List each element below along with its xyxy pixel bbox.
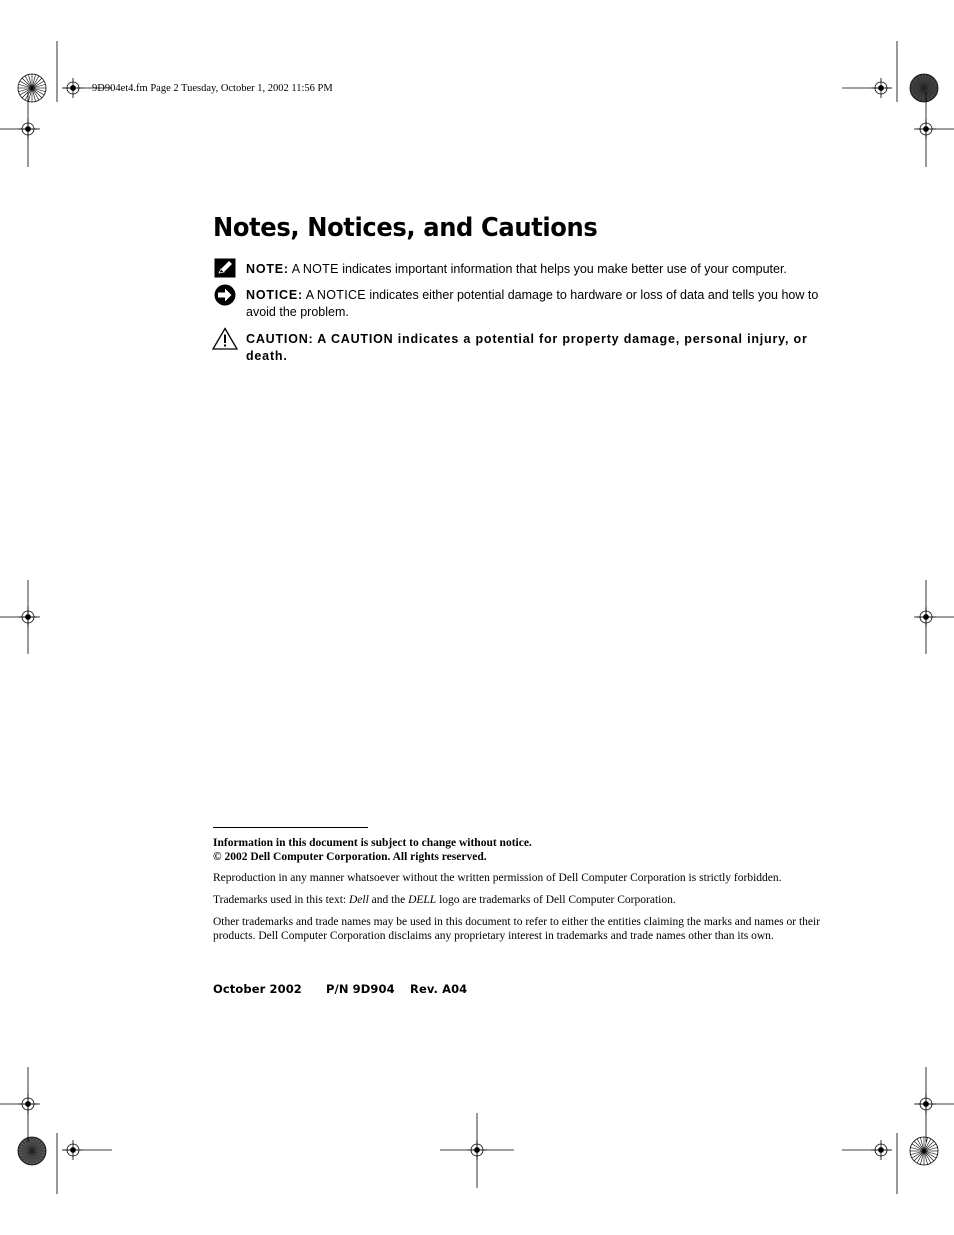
caution-message: CAUTION: A CAUTION indicates a potential for property damage, personal injury, or death.: [246, 332, 808, 363]
file-slug: 9D904et4.fm Page 2 Tuesday, October 1, 2002 11:56 PM: [92, 83, 333, 94]
reproduction-notice: Reproduction in any manner whatsoever without the written permission of Dell Computer Corporation is strictly forbidden.: [213, 872, 782, 884]
warning-triangle-icon: [212, 327, 238, 350]
other-trademarks-notice: Other trademarks and trade names may be used in this document to refer to either the entities claiming the marks and names or their products. Dell Computer Corporation disclaims any proprietary interest in trademarks and trade names other than its own.: [213, 916, 821, 942]
notice-label: NOTICE:: [246, 288, 303, 302]
change-notice: Information in this document is subject to change without notice. © 2002 Dell Computer Corporation. All rights reserved.: [213, 837, 532, 863]
pencil-note-icon: [214, 258, 236, 278]
footer-revision: Rev. A04: [410, 982, 468, 996]
note-message: NOTE: A NOTE indicates important information that helps you make better use of your computer.: [246, 262, 787, 276]
page-title: Notes, Notices, and Cautions: [213, 213, 598, 243]
trademarks-notice: Trademarks used in this text: Dell and the DELL logo are trademarks of Dell Computer Corporation.: [213, 894, 676, 906]
note-label: NOTE:: [246, 262, 289, 276]
arrow-circle-icon: [214, 284, 236, 306]
footnote-rule: [213, 827, 368, 828]
notice-message: NOTICE: A NOTICE indicates either potential damage to hardware or loss of data and tells you how to avoid the problem.: [246, 288, 819, 319]
footer-date: October 2002: [213, 982, 302, 996]
footer-part-number: P/N 9D904: [326, 982, 395, 996]
